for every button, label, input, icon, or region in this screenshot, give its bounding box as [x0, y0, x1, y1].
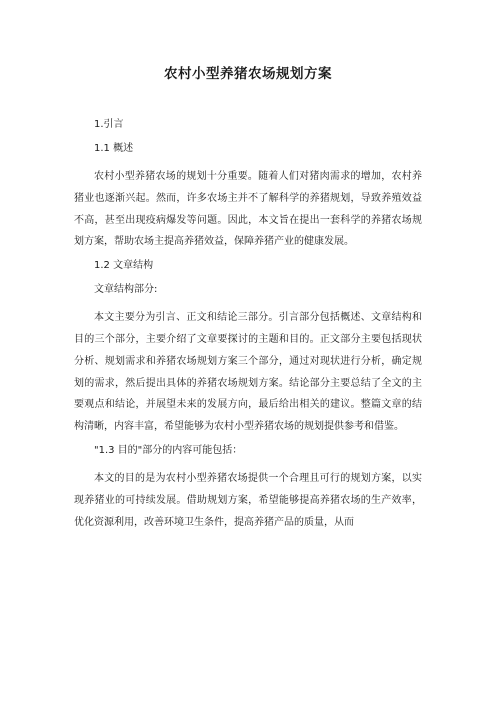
- paragraph-purpose: 本文的目的是为农村小型养猪农场提供一个合理且可行的规划方案，以实现养猪业的可持续发展。借助规划方案，希望能够提高养猪农场的生产效率，优化资源利用，改善环境卫生条件，提高养猪产品的质量，从而: [74, 472, 422, 528]
- section-heading-structure: 1.2 文章结构: [94, 260, 154, 272]
- paragraph-overview: 农村小型养猪农场的规划十分重要。随着人们对猪肉需求的增加，农村养猪业也逐渐兴起。然而，许多农场主并不了解科学的养猪规划，导致养殖效益不高，甚至出现疫病爆发等问题。因此，本文旨在提出一套科学的养猪农场规划方案，帮助农场主提高养猪效益，保障养猪产业的健康发展。: [74, 171, 422, 248]
- section-heading-intro: 1.引言: [94, 119, 124, 130]
- subheading-structure: 文章结构部分:: [94, 284, 158, 296]
- paragraph-structure: 本文主要分为引言、正文和结论三部分。引言部分包括概述、文章结构和目的三个部分，主要介绍了文章要探讨的主题和目的。正文部分主要包括现状分析、规划需求和养猪农场规划方案三个部分，通过对现状进行分析，确定规划的需求，然后提出具体的养猪农场规划方案。结论部分主要总结了全文的主要观点和结论，并展望未来的发展方向，最后给出相关的建议。整篇文章的结构清晰，内容丰富，希望能够为农村小型养猪农场的规划提供参考和借鉴。: [74, 312, 422, 433]
- section-heading-overview: 1.1 概述: [94, 143, 134, 154]
- document-title: 农村小型养猪农场规划方案: [164, 66, 332, 82]
- section-heading-purpose: "1.3 目的"部分的内容可能包括：: [94, 444, 243, 456]
